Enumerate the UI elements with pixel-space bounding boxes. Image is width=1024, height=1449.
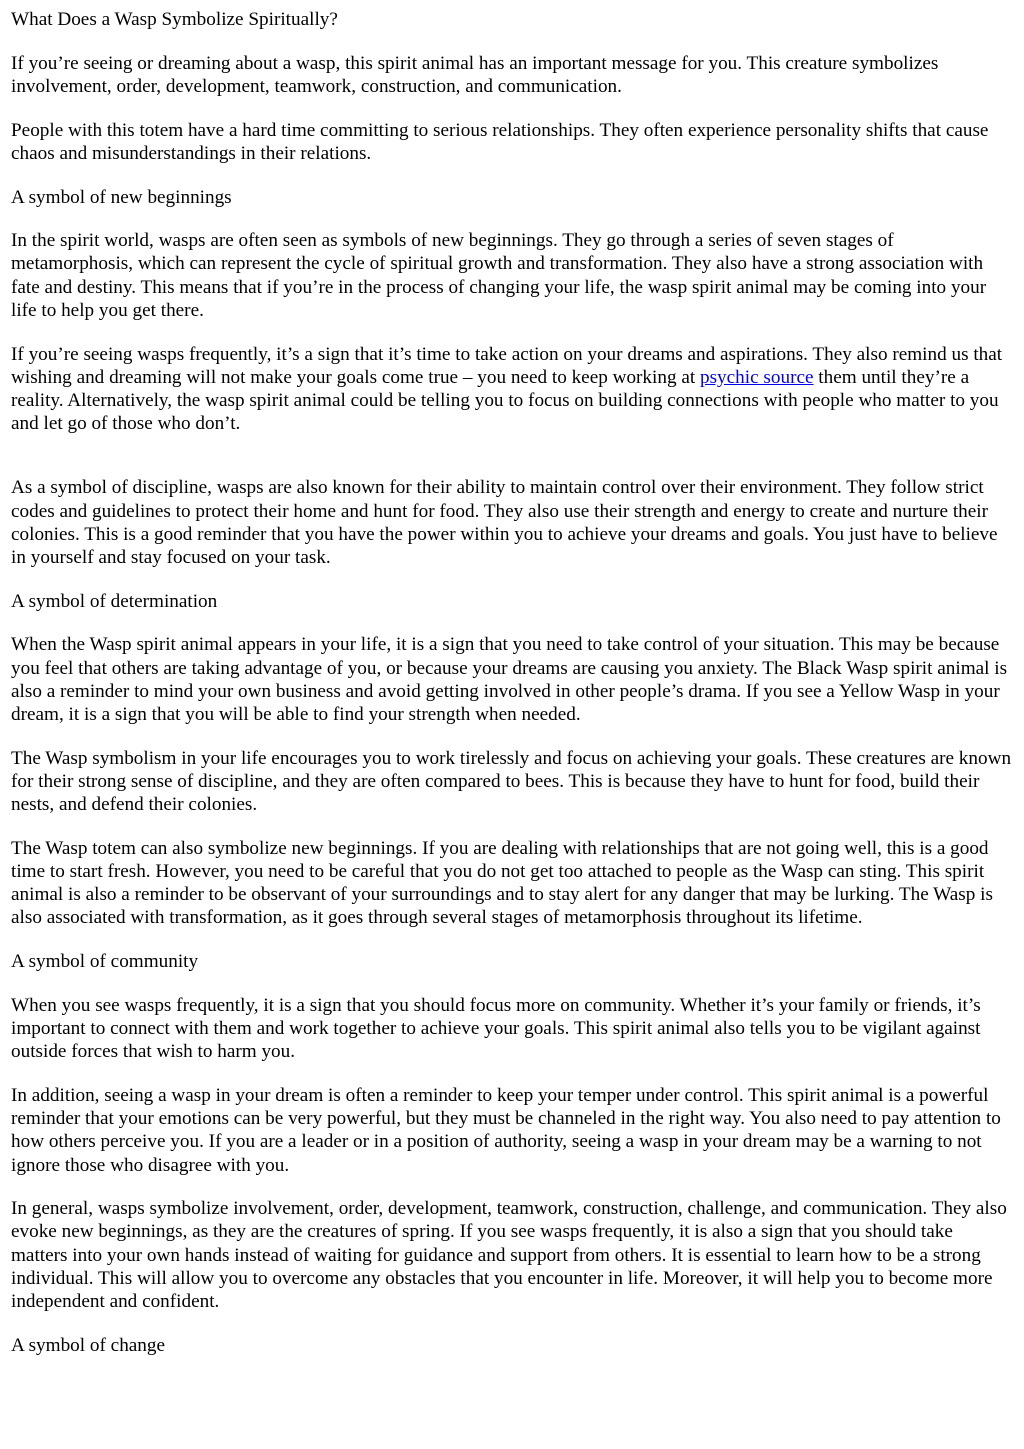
determination-paragraph-3: The Wasp totem can also symbolize new beginnings. If you are dealing with relationships that are not going well, this is a good time to start fresh. However, you need to be careful that you do not get too attached to people as the Wasp can sting. This spirit animal is also a reminder to be observant of your surroundings and to stay alert for any danger that may be lurking. The Wasp is also associated with transformation, as it goes through several stages of metamorphosis throughout its lifetime. bbox=[11, 837, 993, 929]
heading-change: A symbol of change bbox=[11, 1334, 166, 1356]
intro-paragraph-1: If you’re seeing or dreaming about a wasp, this spirit animal has an important message for you. This creature symbolizes involvement, order, development, teamwork, construction, and communication. bbox=[11, 52, 939, 97]
heading-community: A symbol of community bbox=[11, 951, 199, 973]
psychic-source-link[interactable]: psychic source bbox=[700, 366, 814, 388]
paragraph-text-before-link: If you’re seeing wasps frequently, it’s a sign that it’s time to take action on your dreams and aspirations. They also remind us that wishing and dreaming will not make your goals come true – you need to keep working at bbox=[11, 343, 1003, 388]
intro-paragraph-2: People with this totem have a hard time committing to serious relationships. They often experience personality shifts that cause chaos and misunderstandings in their relations. bbox=[11, 119, 989, 164]
new-beginnings-paragraph-2 bbox=[11, 343, 1013, 436]
heading-new-beginnings: A symbol of new beginnings bbox=[11, 186, 232, 208]
page-title: What Does a Wasp Symbolize Spiritually? bbox=[11, 9, 338, 30]
new-beginnings-paragraph-1: In the spirit world, wasps are often seen as symbols of new beginnings. They go through a series of seven stages of metamorphosis, which can represent the cycle of spiritual growth and transformation. They also have a strong association with fate and destiny. This means that if you’re in the process of changing your life, the wasp spirit animal may be coming into your life to help you get there. bbox=[11, 230, 987, 321]
blank-spacer bbox=[11, 456, 1013, 477]
determination-paragraph-1: When the Wasp spirit animal appears in your life, it is a sign that you need to take control of your situation. This may be because you feel that others are taking advantage of you, or because your dreams are causing you anxiety. The Black Wasp spirit animal is also a reminder to mind your own business and avoid getting involved in other people’s drama. If you see a Yellow Wasp in your dream, it is a sign that you will be able to find your strength when needed. bbox=[11, 634, 1008, 725]
determination-paragraph-2: The Wasp symbolism in your life encourages you to work tirelessly and focus on achieving your goals. These creatures are known for their strong sense of discipline, and they are often compared to bees. This is because they have to hunt for food, build their nests, and defend their colonies. bbox=[11, 747, 1012, 816]
paragraph-text-after-link: them until they’re a reality. Alternatively, the wasp spirit animal could be telling you to focus on building connections with people who matter to you and let go of those who don’t. bbox=[11, 366, 999, 435]
community-paragraph-2: In addition, seeing a wasp in your dream is often a reminder to keep your temper under control. This spirit animal is a powerful reminder that your emotions can be very powerful, but they must be channeled in the right way. You also need to pay attention to how others perceive you. If you are a leader or in a position of authority, seeing a wasp in your dream may be a warning to not ignore those who disagree with you. bbox=[11, 1084, 1001, 1176]
community-paragraph-1: When you see wasps frequently, it is a sign that you should focus more on community. Whether it’s your family or friends, it’s important to connect with them and work together to achieve your goals. This spirit animal also tells you to be vigilant against outside forces that wish to harm you. bbox=[11, 994, 981, 1063]
community-paragraph-3: In general, wasps symbolize involvement, order, development, teamwork, construction, challenge, and communication. They also evoke new beginnings, as they are the creatures of spring. If you see wasps frequently, it is also a sign that you should take matters into your own hands instead of waiting for guidance and support from others. It is essential to learn how to be a strong individual. This will allow you to overcome any obstacles that you encounter in life. Moreover, it will help you to become more independent and confident. bbox=[11, 1198, 1007, 1313]
new-beginnings-paragraph-3: As a symbol of discipline, wasps are also known for their ability to maintain control over their environment. They follow strict codes and guidelines to protect their home and hunt for food. They also use their strength and energy to create and nurture their colonies. This is a good reminder that you have the power within you to achieve your dreams and goals. You just have to believe in yourself and stay focused on your task. bbox=[11, 477, 998, 568]
heading-determination: A symbol of determination bbox=[11, 590, 218, 612]
